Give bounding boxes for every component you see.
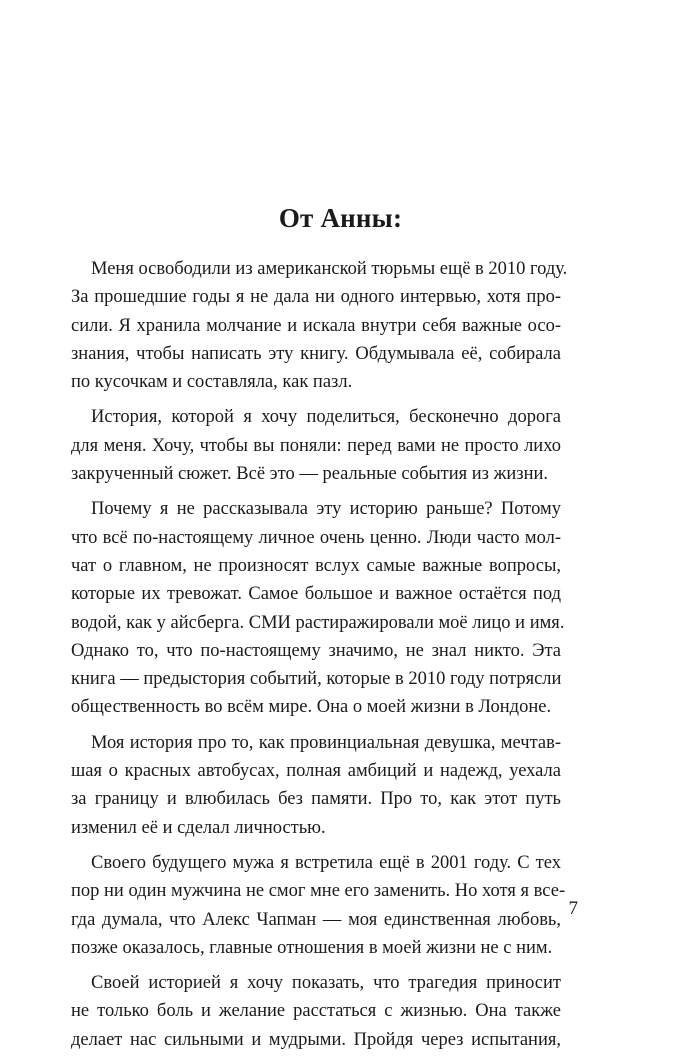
text-line: по кусочкам и составляла, как пазл. <box>71 372 353 393</box>
paragraph <box>71 255 568 396</box>
text-line: Однако то, что по-настоящему значимо, не знал никто. Эта <box>71 640 561 661</box>
text-line: водой, как у айсберга. СМИ растиражировали моё лицо и имя. <box>71 612 565 633</box>
text-line: шая о красных автобусах, полная амбиций и надежд, уехала <box>71 761 561 782</box>
text-line: делает нас сильными и мудрыми. Пройдя через испытания, <box>71 1029 561 1050</box>
text-line: для меня. Хочу, чтобы вы поняли: перед вами не просто лихо <box>71 435 561 456</box>
text-line: сили. Я хранила молчание и искала внутри себя важные осо- <box>71 315 561 336</box>
text-line: За прошедшие годы я не дала ни одного интервью, хотя про- <box>71 287 561 308</box>
paragraph <box>71 403 561 488</box>
text-line: Своей историей я хочу показать, что трагедия приносит <box>91 973 561 994</box>
text-line: которые их тревожат. Самое большое и важное остаётся под <box>71 584 561 605</box>
text-line: пор ни один мужчина не смог мне его заменить. Но хотя я все- <box>71 881 566 902</box>
paragraph <box>71 495 565 721</box>
chapter-heading: От Анны: <box>278 203 403 233</box>
paragraph <box>71 969 561 1054</box>
text-line: не только боль и желание расстаться с жизнью. Она также <box>71 1001 561 1022</box>
text-line: знания, чтобы написать эту книгу. Обдумывала её, собирала <box>71 343 561 364</box>
text-line: Моя история про то, как провинциальная девушка, мечтав- <box>91 732 561 753</box>
text-line: чат о главном, не произносят вслух самые важные вопросы, <box>71 555 561 576</box>
text-line: за границу и влюбилась без памяти. Про то, как этот путь <box>71 789 561 810</box>
text-line: Меня освободили из американской тюрьмы ещё в 2010 году. <box>91 259 568 279</box>
body-text <box>71 255 568 1061</box>
text-line: закрученный сюжет. Всё это — реальные события из жизни. <box>71 464 549 485</box>
text-line: гда думала, что Алекс Чапман — моя единственная любовь, <box>71 909 561 930</box>
paragraph <box>71 849 566 962</box>
text-line: общественность во всём мире. Она о моей жизни в Лондоне. <box>71 697 552 718</box>
text-line: книга — предыстория событий, которые в 2010 году потрясли <box>71 669 562 690</box>
paragraph <box>71 729 561 842</box>
text-line: изменил её и сделал личностью. <box>71 817 326 838</box>
text-line: что всё по-настоящему личное очень ценно. Люди часто мол- <box>71 527 561 548</box>
text-line: История, которой я хочу поделиться, бесконечно дорога <box>91 407 561 428</box>
text-line: Своего будущего мужа я встретила ещё в 2001 году. С тех <box>91 852 561 873</box>
text-line: Почему я не рассказывала эту историю раньше? Потому <box>91 499 561 520</box>
page-number: 7 <box>568 898 578 919</box>
text-line: позже оказалось, главные отношения в моей жизни не с ним. <box>71 937 553 958</box>
